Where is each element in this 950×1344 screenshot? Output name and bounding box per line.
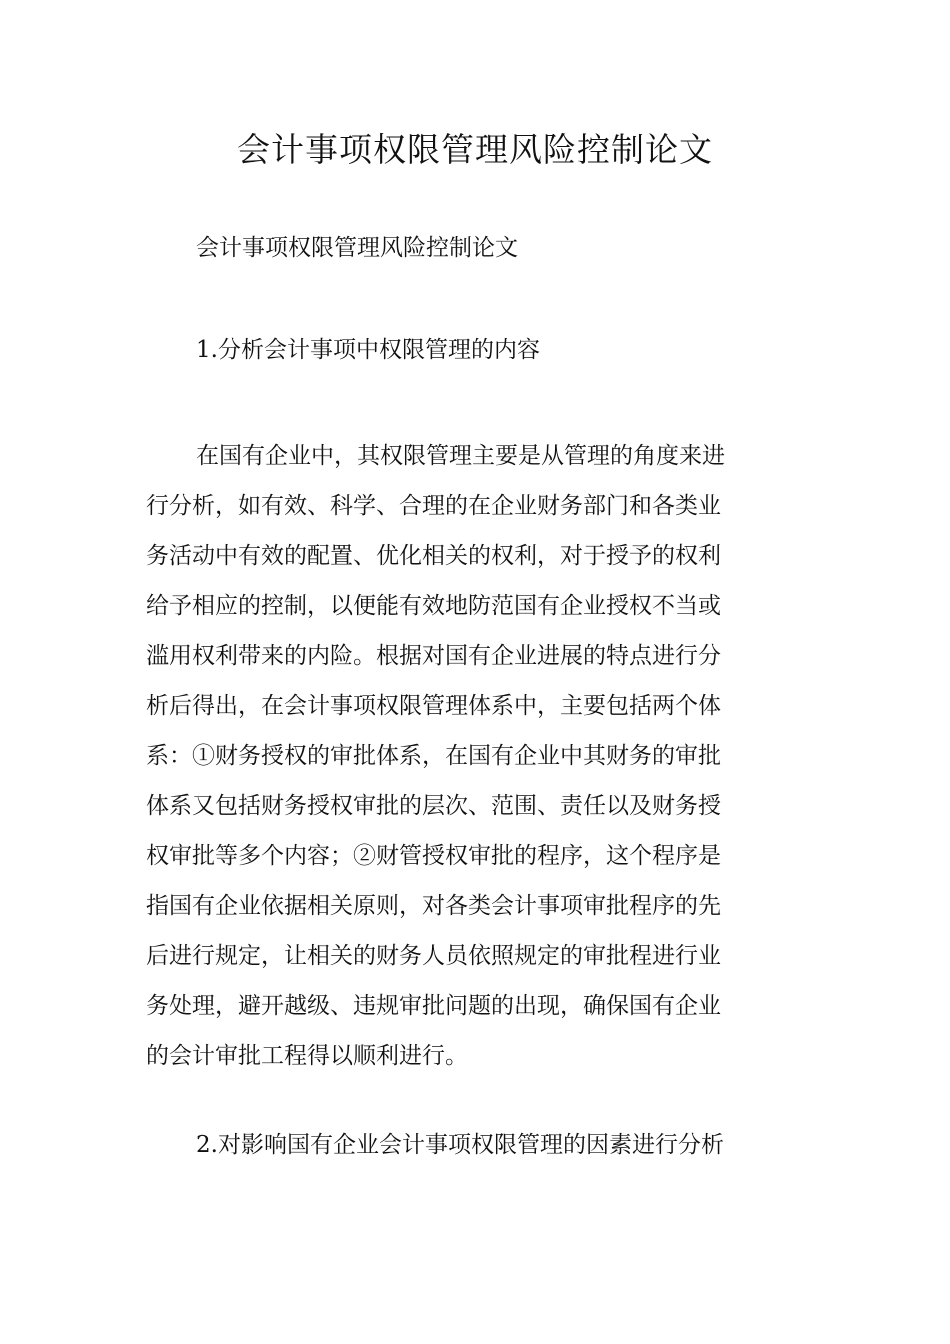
paragraph-1 <box>146 431 810 1081</box>
document-subtitle: 会计事项权限管理风险控制论文 <box>196 235 518 261</box>
section-heading-2: 2.对影响国有企业会计事项权限管理的因素进行分析 <box>196 1132 724 1158</box>
paragraph-line: 在国有企业中，其权限管理主要是从管理的角度来进 <box>196 443 725 469</box>
paragraph-line: 行分析，如有效、科学、合理的在企业财务部门和各类业 <box>146 493 721 519</box>
paragraph-line: 务处理，避开越级、违规审批问题的出现，确保国有企业 <box>146 993 721 1019</box>
section-heading-1: 1.分析会计事项中权限管理的内容 <box>196 337 540 363</box>
paragraph-line: 权审批等多个内容；②财管授权审批的程序，这个程序是 <box>146 843 721 869</box>
paragraph-line: 系：①财务授权的审批体系，在国有企业中其财务的审批 <box>146 743 721 769</box>
paragraph-line: 给予相应的控制，以便能有效地防范国有企业授权不当或 <box>146 593 721 619</box>
document-title: 会计事项权限管理风险控制论文 <box>237 130 713 169</box>
paragraph-line: 务活动中有效的配置、优化相关的权利，对于授予的权利 <box>146 543 721 569</box>
paragraph-line: 指国有企业依据相关原则，对各类会计事项审批程序的先 <box>146 893 721 919</box>
paragraph-line: 后进行规定，让相关的财务人员依照规定的审批程进行业 <box>146 943 721 969</box>
paragraph-line: 析后得出，在会计事项权限管理体系中，主要包括两个体 <box>146 693 721 719</box>
paragraph-line: 的会计审批工程得以顺利进行。 <box>146 1043 468 1069</box>
paragraph-line: 体系又包括财务授权审批的层次、范围、责任以及财务授 <box>146 793 721 819</box>
paragraph-line: 滥用权利带来的内险。根据对国有企业进展的特点进行分 <box>146 643 721 669</box>
